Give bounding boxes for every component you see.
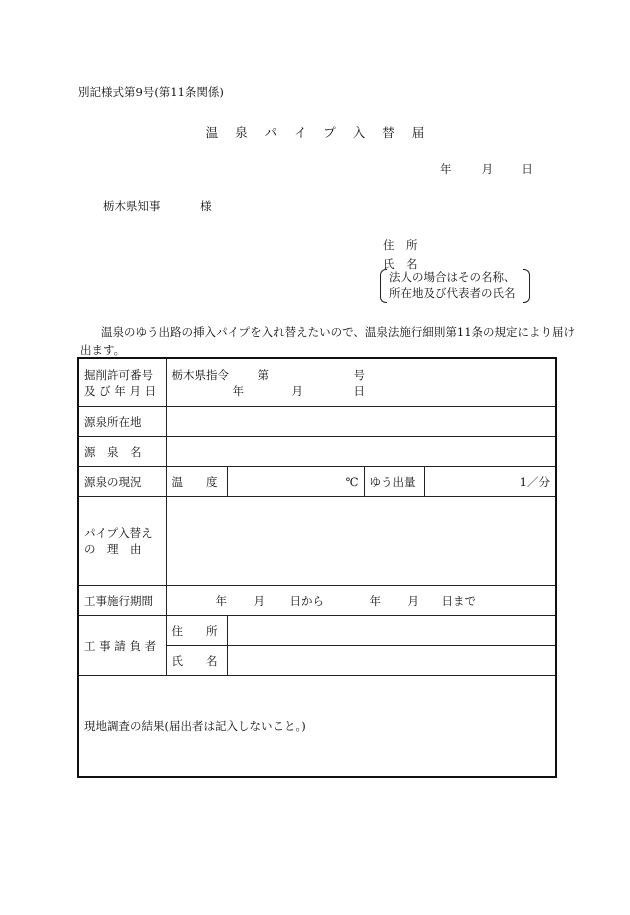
location-value[interactable] [166,407,556,437]
contractor-label: 工 事 請 負 者 [78,616,166,676]
period-start-month: 月 [253,593,265,608]
submission-date [440,161,533,177]
permit-label-line1: 掘削許可番号 [84,367,153,382]
reason-label [78,497,166,586]
corp-note-line2: 所在地及び代表者の氏名 [389,286,516,300]
notification-table [77,357,557,778]
location-row [78,407,556,437]
corporation-note [380,269,530,301]
permit-label [78,358,166,407]
period-label: 工事施行期間 [78,586,166,616]
reason-label-line2: の 理 由 [84,542,142,556]
survey-cell [78,676,556,778]
temperature-unit: ℃ [345,474,359,489]
contractor-address-label: 住 所 [166,616,227,646]
survey-label: 現地調査の結果(届出者は記入しないこと。) [84,719,306,733]
permit-year: 年 [232,383,244,398]
permit-month: 月 [291,383,303,398]
permit-go: 号 [353,367,365,382]
applicant-name-label: 氏 名 [383,257,418,271]
period-start-day: 日から [289,593,324,608]
status-row [78,467,556,497]
permit-day: 日 [353,383,365,398]
document-title: 温泉パイプ入替届 [205,125,442,140]
flow-unit: 1／分 [519,474,550,489]
contractor-address-value[interactable] [227,616,556,646]
intro-paragraph: 温泉のゆう出路の挿入パイプを入れ替えたいので、温泉法施行細則第11条の規定により届け出ます。 [80,325,576,357]
addressee-name: 栃木県知事 [103,199,161,213]
location-label: 源泉所在地 [78,407,166,437]
reason-label-line1: パイプ入替え [84,526,153,540]
period-end-day: 日まで [441,593,476,608]
date-year: 年 [440,162,452,176]
period-end-month: 月 [407,593,419,608]
survey-row [78,676,556,778]
date-day: 日 [521,162,533,176]
spring-name-row [78,437,556,467]
permit-row [78,358,556,407]
contractor-name-label: 氏 名 [166,646,227,676]
corp-note-line1: 法人の場合はその名称、 [389,270,516,284]
permit-label-line2: 及 び 年 月 日 [84,383,157,398]
form-number: 別記様式第9号(第11条関係) [78,85,224,99]
addressee-honorific: 様 [200,199,212,213]
spring-name-label: 源 泉 名 [78,437,166,467]
permit-dai: 第 [257,367,269,382]
addressee [103,198,212,214]
applicant-address-label: 住 所 [383,238,418,252]
period-value[interactable] [166,586,556,616]
date-month: 月 [481,162,494,176]
left-bracket [380,269,387,303]
status-label: 源泉の現況 [78,467,166,497]
contractor-address-row [78,616,556,646]
temperature-value[interactable] [227,467,364,497]
period-row [78,586,556,616]
permit-prefix: 栃木県指令 [171,367,229,382]
period-start-year: 年 [215,593,227,608]
flow-value[interactable] [424,467,556,497]
temperature-label: 温 度 [166,467,227,497]
right-bracket [523,269,530,303]
reason-row [78,497,556,586]
permit-value[interactable] [166,358,556,407]
flow-label: ゆう出量 [364,467,424,497]
spring-name-value[interactable] [166,437,556,467]
contractor-name-value[interactable] [227,646,556,676]
reason-value[interactable] [166,497,556,586]
period-end-year: 年 [369,593,381,608]
